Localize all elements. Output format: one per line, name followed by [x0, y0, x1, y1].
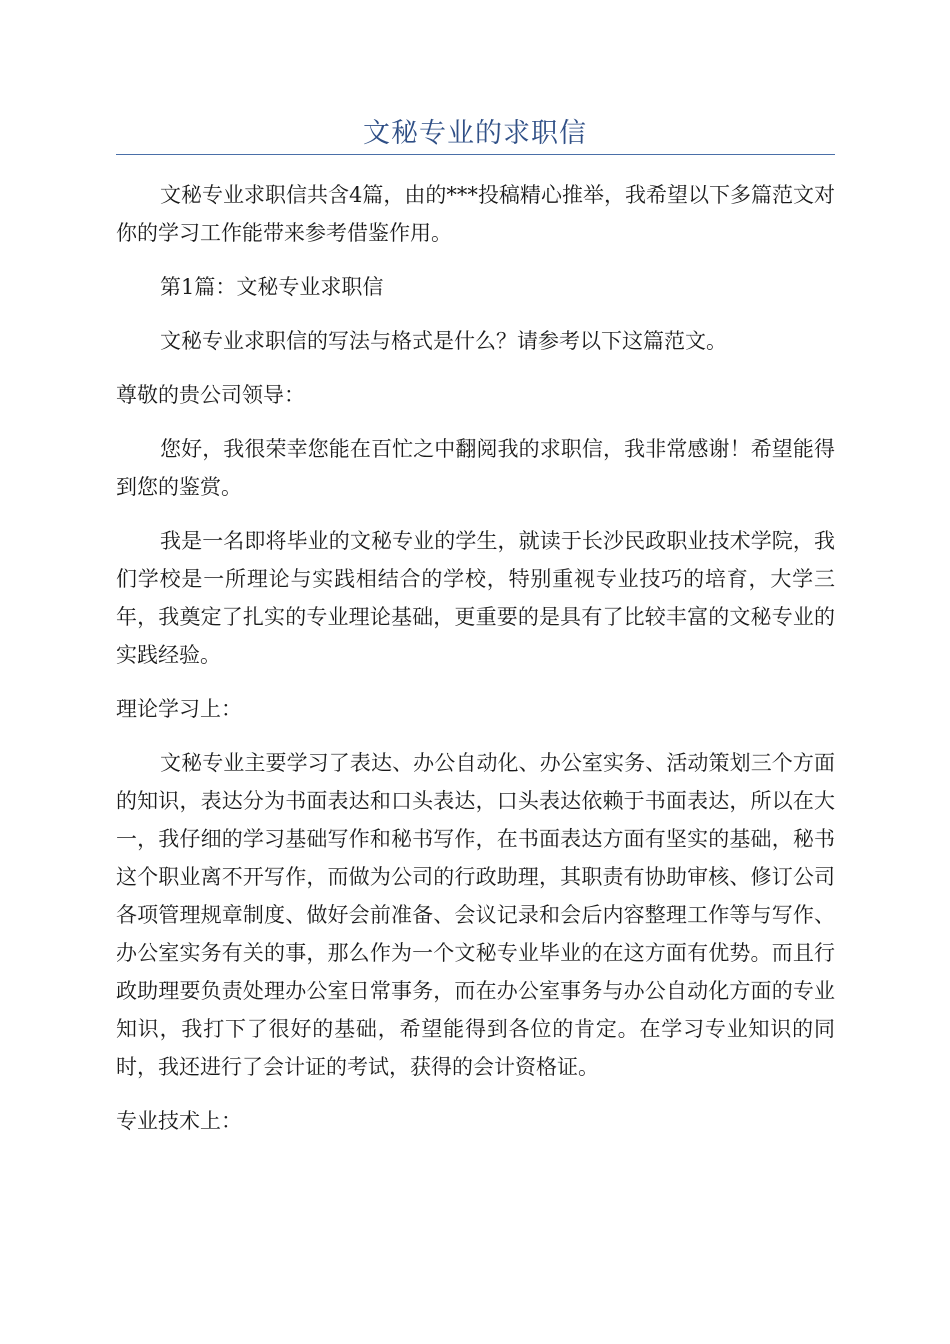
paragraph-section-heading: 第1篇：文秘专业求职信: [160, 275, 384, 299]
paragraph-skills-heading: 专业技术上：: [116, 1109, 242, 1133]
paragraph-self-introduction: 我是一名即将毕业的文秘专业的学生，就读于长沙民政职业技术学院，我们学校是一所理论与实践相结合的学校，特别重视专业技巧的培育，大学三年，我奠定了扎实的专业理论基础，更重要的是具有了比较丰富的文秘专业的实践经验。: [116, 529, 835, 667]
paragraph-theory-heading: 理论学习上：: [116, 697, 242, 721]
paragraph-salutation: 尊敬的贵公司领导：: [116, 383, 305, 407]
paragraph-lead: 文秘专业求职信的写法与格式是什么？请参考以下这篇范文。: [160, 329, 727, 353]
title-underline: [116, 154, 835, 155]
paragraph-intro: 文秘专业求职信共含4篇，由的***投稿精心推举，我希望以下多篇范文对你的学习工作能带来参考借鉴作用。: [116, 183, 835, 245]
document-body: [116, 176, 835, 1156]
paragraph-greeting: 您好，我很荣幸您能在百忙之中翻阅我的求职信，我非常感谢！希望能得到您的鉴赏。: [116, 437, 835, 499]
document-title: 文秘专业的求职信: [363, 118, 587, 149]
paragraph-theory-body: 文秘专业主要学习了表达、办公自动化、办公室实务、活动策划三个方面的知识，表达分为书面表达和口头表达，口头表达依赖于书面表达，所以在大一，我仔细的学习基础写作和秘书写作，在书面表达方面有坚实的基础，秘书这个职业离不开写作，而做为公司的行政助理，其职责有协助审核、修订公司各项管理规章制度、做好会前准备、会议记录和会后内容整理工作等与写作、办公室实务有关的事，那么作为一个文秘专业毕业的在这方面有优势。而且行政助理要负责处理办公室日常事务，而在办公室事务与办公自动化方面的专业知识，我打下了很好的基础，希望能得到各位的肯定。在学习专业知识的同时，我还进行了会计证的考试，获得的会计资格证。: [116, 751, 835, 1079]
